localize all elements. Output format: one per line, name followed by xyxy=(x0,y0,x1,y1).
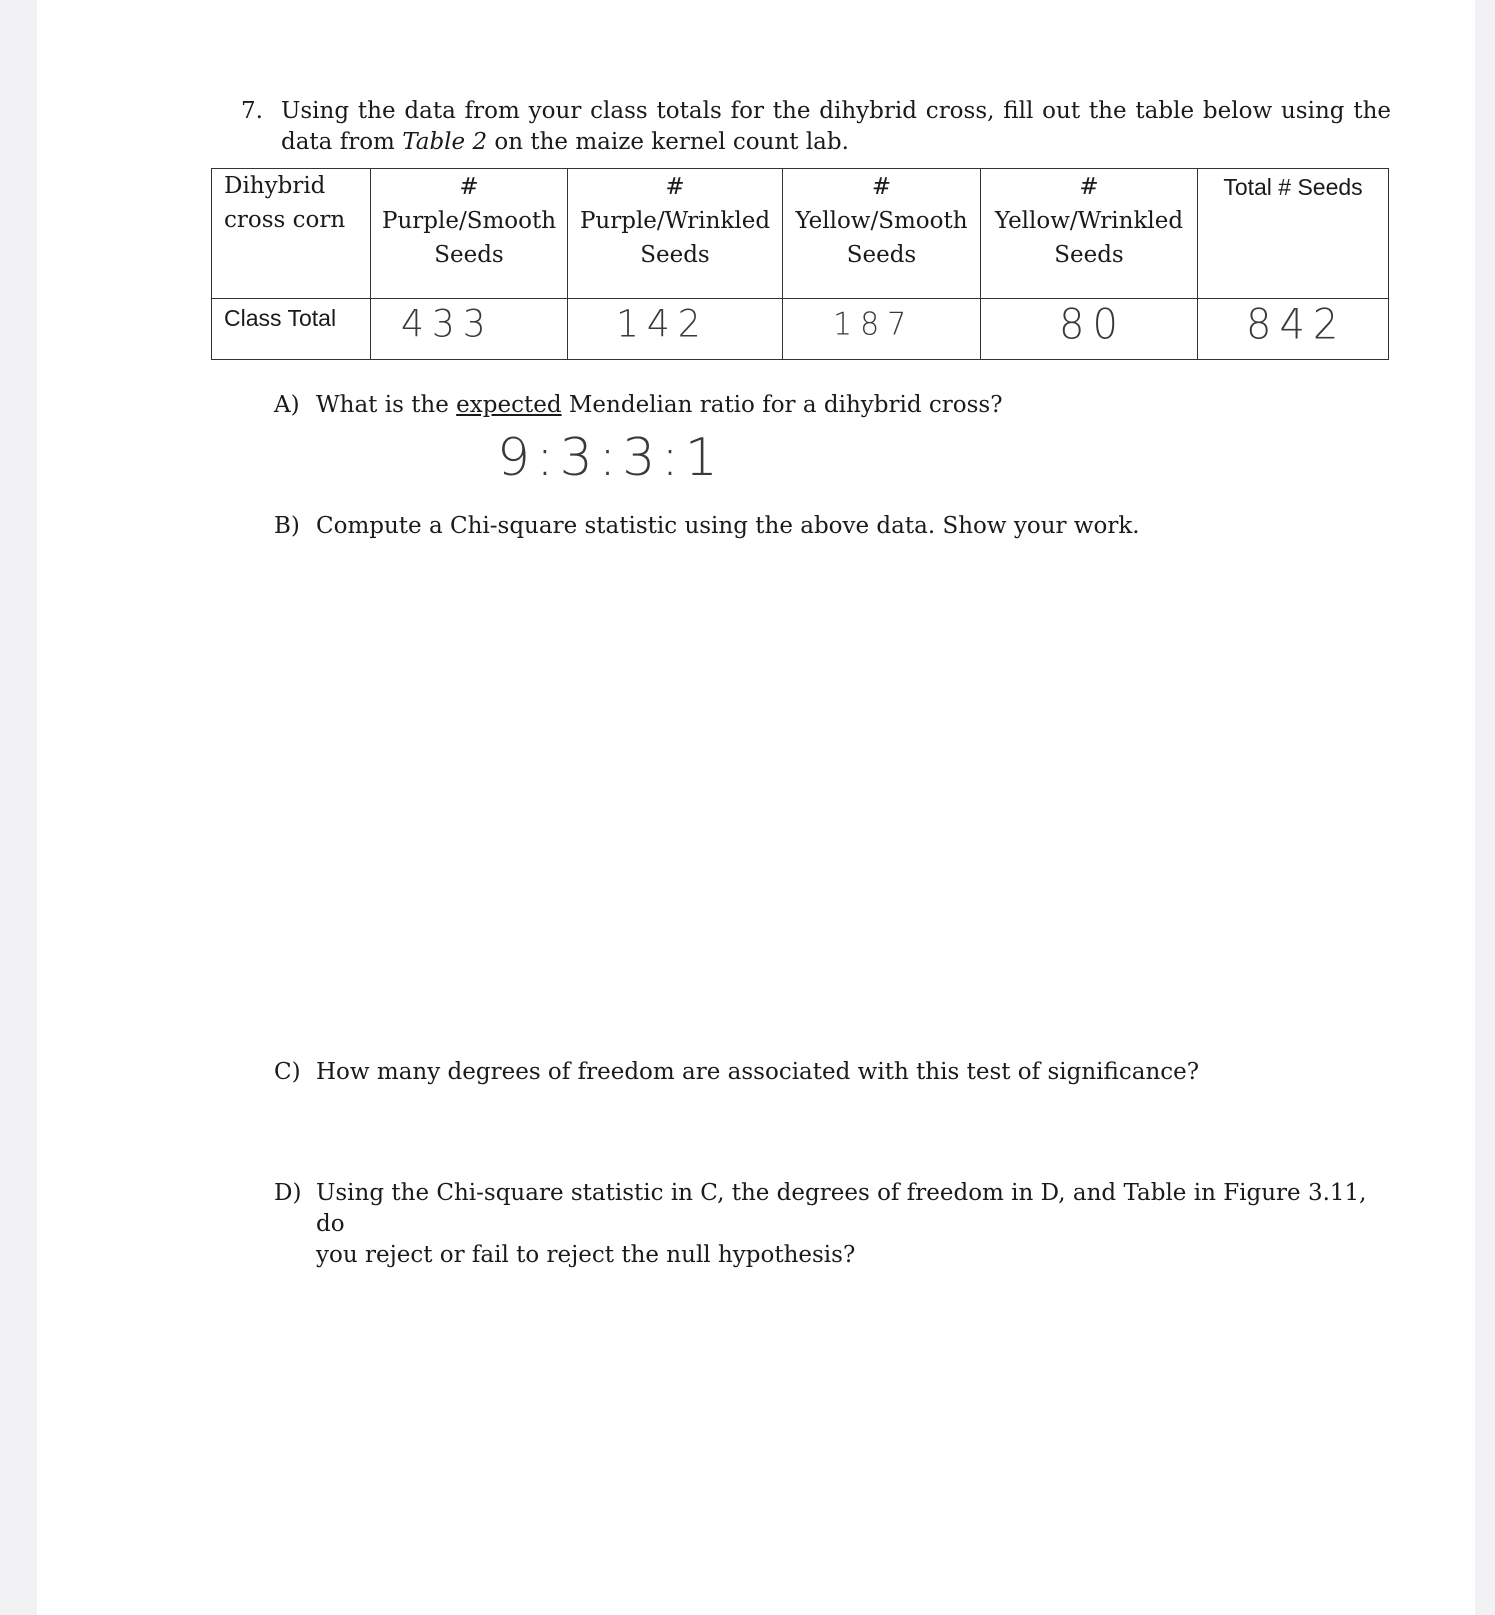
part-b-text: Compute a Chi-square statistic using the above data. Show your work. xyxy=(316,513,1140,539)
part-d-text: Using the Chi-square statistic in C, the degrees of freedom in D, and Table in Figure 3.11, do you reject or fail to reject the null hypothesis? xyxy=(316,1180,1367,1268)
part-a-label: A) xyxy=(274,392,300,418)
expected-underlined: expected xyxy=(456,392,562,418)
question-text: Using the data from your class totals for the dihybrid cross, fill out the table below using the data from Table 2 on the maize kernel count lab. xyxy=(281,98,1391,155)
header-purple-wrinkled: # Purple/Wrinkled Seeds xyxy=(568,169,783,299)
part-a-text: What is the expected Mendelian ratio for a dihybrid cross? xyxy=(316,392,1003,418)
header-total-seeds: Total # Seeds xyxy=(1198,169,1389,299)
header-yellow-wrinkled: # Yellow/Wrinkled Seeds xyxy=(981,169,1198,299)
table-header-row xyxy=(212,169,1389,299)
part-d-label: D) xyxy=(274,1180,302,1206)
cell-total-seeds-value[interactable]: 842 xyxy=(1198,299,1389,360)
question-number: 7. xyxy=(241,98,263,124)
part-b-label: B) xyxy=(274,513,300,539)
part-a-answer[interactable]: 9:3:3:1 xyxy=(497,428,724,488)
dihybrid-table xyxy=(211,168,1389,360)
header-yellow-smooth: # Yellow/Smooth Seeds xyxy=(783,169,981,299)
cell-purple-smooth-value[interactable]: 433 xyxy=(371,299,568,360)
class-total-row xyxy=(212,299,1389,360)
row-label-class-total: Class Total xyxy=(212,299,371,360)
part-c-text: How many degrees of freedom are associated with this test of significance? xyxy=(316,1059,1200,1085)
header-cross-corn: Dihybrid cross corn xyxy=(212,169,371,299)
header-purple-smooth: # Purple/Smooth Seeds xyxy=(371,169,568,299)
part-c-label: C) xyxy=(274,1059,301,1085)
worksheet-page xyxy=(37,0,1475,1615)
cell-purple-wrinkled-value[interactable]: 142 xyxy=(568,299,783,360)
table-reference: Table 2 xyxy=(402,129,488,155)
cell-yellow-wrinkled-value[interactable]: 80 xyxy=(981,299,1198,360)
cell-yellow-smooth-value[interactable]: 187 xyxy=(783,299,981,360)
